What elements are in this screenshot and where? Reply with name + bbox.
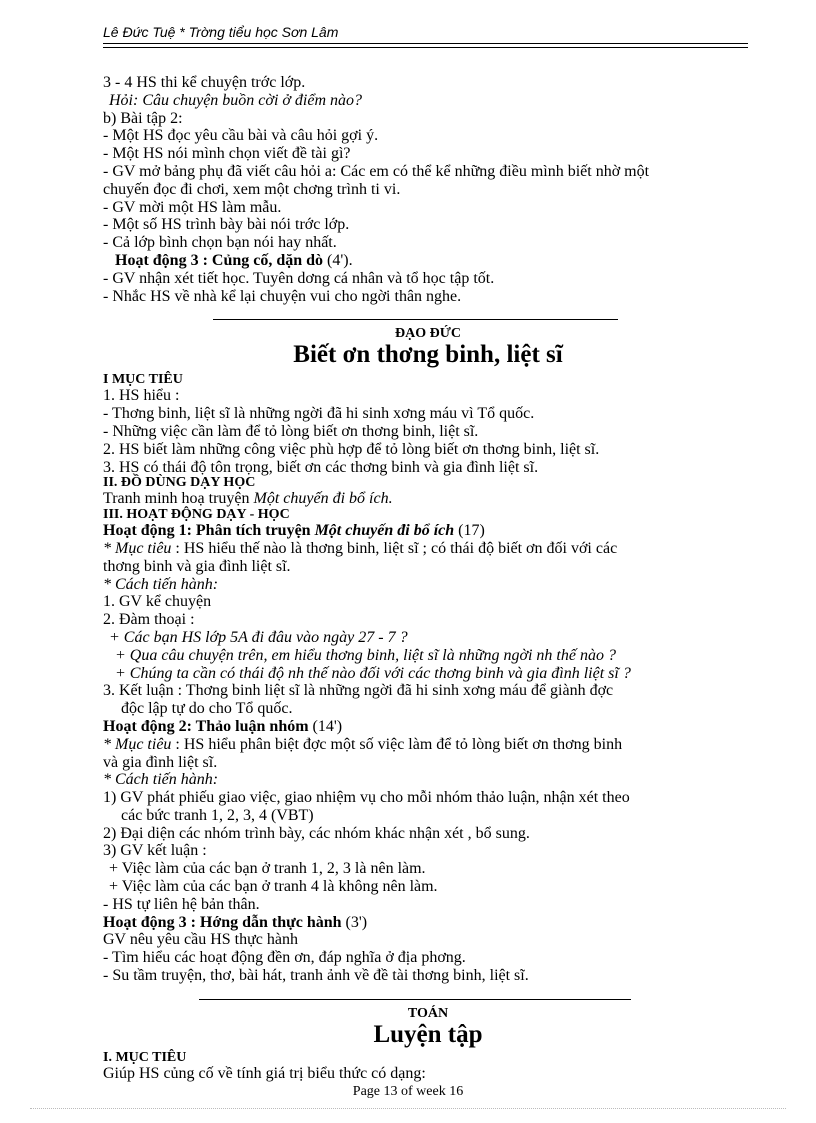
text-line: 3 - 4 HS thi kể chuyện trớc lớp. — [103, 74, 306, 91]
materials-text: Tranh minh hoạ truyện — [103, 490, 254, 508]
activity-time: (4'). — [327, 251, 353, 269]
text-line: - Nhắc HS về nhà kể lại chuyện vui cho ngời thân nghe. — [103, 287, 462, 305]
page-header: Lê Đức Tuệ * Trờng tiểu học Sơn Lâm — [103, 24, 339, 40]
text-line: - Cả lớp bình chọn bạn nói hay nhất. — [103, 234, 337, 252]
activity-3-heading — [103, 914, 753, 932]
activity-3-time: (3') — [341, 913, 368, 931]
step-line: 1) GV phát phiếu giao việc, giao nhiệm vụ cho mỗi nhóm thảo luận, nhận xét theo — [103, 789, 630, 807]
activity-1-goal — [103, 540, 753, 558]
exercise-heading: b) Bài tập 2: — [103, 109, 183, 127]
question-line: + Chúng ta cần có thái độ nh thế nào đối với các thơng binh và gia đình liệt sĩ ? — [115, 664, 631, 682]
activity-2-time: (14') — [308, 717, 343, 735]
header-rule — [103, 43, 748, 44]
activity-heading — [103, 252, 753, 270]
objectives-heading: I MỤC TIÊU — [103, 372, 183, 388]
objectives-heading: I. MỤC TIÊU — [103, 1049, 187, 1065]
section-divider — [213, 319, 618, 321]
text-line: GV nêu yêu cầu HS thực hành — [103, 931, 298, 949]
text-line: 3. HS có thái độ tôn trọng, biết ơn các thơng binh và gia đình liệt sĩ. — [103, 458, 539, 476]
subject-heading: TOÁN — [407, 1005, 449, 1021]
bullet-line: + Việc làm của các bạn ở tranh 1, 2, 3 là nên làm. — [109, 860, 426, 878]
conclusion-line-cont: độc lập tự do cho Tổ quốc. — [121, 700, 293, 718]
question-line: + Các bạn HS lớp 5A đi đâu vào ngày 27 - 7 ? — [109, 628, 408, 646]
activity-2-title: Hoạt động 2: Thảo luận nhóm — [103, 717, 309, 735]
activity-2-goal — [103, 736, 753, 754]
lesson-title: Biết ơn thơng binh, liệt sĩ — [293, 341, 563, 369]
text-line: - GV mời một HS làm mẫu. — [103, 198, 282, 216]
text-line: - Thơng binh, liệt sĩ là những ngời đã hi sinh xơng máu vì Tổ quốc. — [103, 405, 535, 423]
method-label: * Cách tiến hành: — [103, 575, 219, 593]
subject-heading: ĐẠO ĐỨC — [395, 326, 461, 342]
text-line: - HS tự liên hệ bản thân. — [103, 895, 260, 913]
text-line: - Một số HS trình bày bài nói trớc lớp. — [103, 216, 350, 234]
step-line: 3) GV kết luận : — [103, 842, 207, 860]
text-line: - Một HS đọc yêu cầu bài và câu hỏi gợi ý. — [103, 127, 379, 145]
page-footer: Page 13 of week 16 — [352, 1084, 464, 1099]
question-line: + Qua câu chuyện trên, em hiểu thơng binh, liệt sĩ là những ngời nh thế nào ? — [115, 646, 616, 664]
section-divider — [199, 999, 631, 1001]
section-ke-chuyen — [103, 74, 753, 305]
goal-label: * Mục tiêu — [103, 735, 172, 753]
header-rule-thin — [103, 47, 748, 48]
activity-title: Hoạt động 3 : Củng cố, dặn dò — [115, 251, 324, 269]
text-line: Giúp HS củng cố về tính giá trị biểu thức có dạng: — [103, 1064, 426, 1082]
activity-1-title: Hoạt động 1: Phân tích truyện — [103, 522, 315, 540]
document-body — [103, 74, 753, 1083]
materials-line — [103, 490, 753, 508]
text-line: - GV mở bảng phụ đã viết câu hỏi a: Các em có thể kể những điều mình biết nhờ một — [103, 162, 650, 180]
bullet-line: + Việc làm của các bạn ở tranh 4 là không nên làm. — [109, 878, 438, 896]
activity-1-time: (17) — [454, 522, 485, 540]
footer-rule — [30, 1108, 786, 1109]
text-line: - Một HS nói mình chọn viết đề tài gì? — [103, 145, 351, 163]
section-toan — [103, 1007, 753, 1083]
goal-text: : HS hiểu phân biệt đợc một số việc làm để tỏ lòng biết ơn thơng binh — [171, 735, 623, 753]
conclusion-line: 3. Kết luận : Thơng binh liệt sĩ là những ngời đã hi sinh xơng máu để giành đợc — [103, 682, 614, 700]
text-line: - GV nhận xét tiết học. Tuyên dơng cá nhân và tổ học tập tốt. — [103, 269, 495, 287]
goal-label: * Mục tiêu — [103, 539, 172, 557]
activity-1-story: Một chuyến đi bổ ích — [314, 522, 455, 540]
section-dao-duc — [103, 327, 753, 985]
activity-2-heading — [103, 718, 753, 736]
text-line: chuyến đọc đi chơi, xem một chơng trình ti vi. — [103, 180, 401, 198]
text-line: - Những việc cần làm để tỏ lòng biết ơn thơng binh, liệt sĩ. — [103, 422, 479, 440]
activity-1-heading — [103, 522, 753, 540]
question-line: Hỏi: Câu chuyện buồn cời ở điểm nào? — [109, 91, 363, 109]
materials-heading: II. ĐỒ DÙNG DẠY HỌC — [103, 475, 256, 491]
activity-3-title: Hoạt động 3 : Hớng dẫn thực hành — [103, 913, 342, 931]
method-label: * Cách tiến hành: — [103, 771, 219, 789]
step-line: 2) Đại diện các nhóm trình bày, các nhóm khác nhận xét , bổ sung. — [103, 824, 530, 842]
text-line: 1. HS hiểu : — [103, 387, 180, 405]
step-line: 1. GV kể chuyện — [103, 593, 212, 611]
text-line: và gia đình liệt sĩ. — [103, 753, 218, 771]
text-line: - Tìm hiểu các hoạt động đền ơn, đáp nghĩa ở địa phơng. — [103, 949, 466, 967]
story-name: Một chuyến đi bổ ích. — [253, 490, 393, 508]
lesson-title: Luyện tập — [373, 1020, 483, 1048]
text-line: thơng binh và gia đình liệt sĩ. — [103, 557, 291, 575]
goal-text: : HS hiểu thế nào là thơng binh, liệt sĩ ; có thái độ biết ơn đối với các — [171, 539, 618, 557]
text-line: - Su tầm truyện, thơ, bài hát, tranh ảnh về đề tài thơng binh, liệt sĩ. — [103, 967, 529, 985]
step-line: 2. Đàm thoại : — [103, 611, 195, 629]
step-line-cont: các bức tranh 1, 2, 3, 4 (VBT) — [121, 806, 314, 824]
activities-heading: III. HOẠT ĐỘNG DẠY - HỌC — [103, 507, 290, 523]
text-line: 2. HS biết làm những công việc phù hợp để tỏ lòng biết ơn thơng binh, liệt sĩ. — [103, 440, 600, 458]
